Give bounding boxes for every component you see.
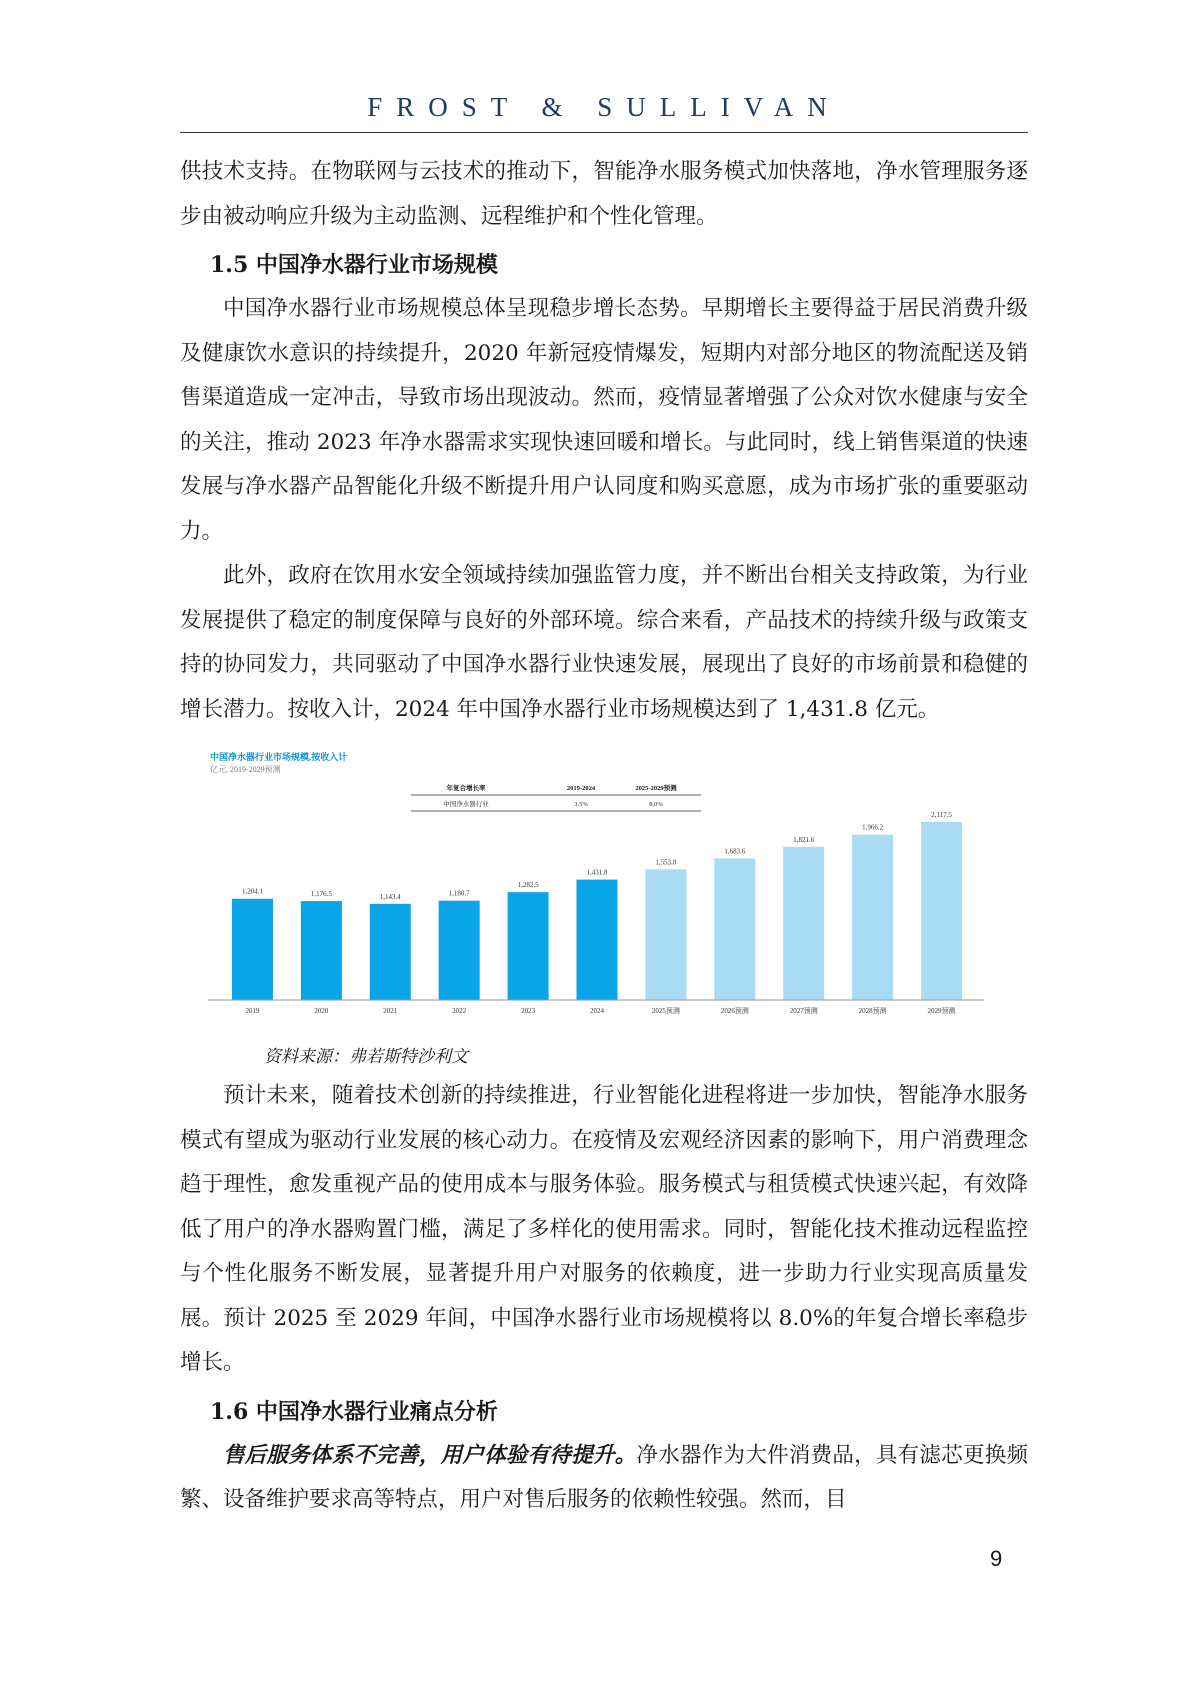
cagr-table-cell-0: 中国净水器行业 [443,801,489,808]
section-heading-1-6: 1.6 中国净水器行业痛点分析 [210,1398,498,1425]
paragraph-continued: 供技术支持。在物联网与云技术的推动下，智能净水服务模式加快落地，净水管理服务逐步由被动响应升级为主动监测、远程维护和个性化管理。 [180,159,1028,229]
market-size-chart [180,748,1028,1038]
x-tick-label-2028预测: 2028预测 [858,1007,887,1015]
paragraph-pain-points [180,1434,1028,1523]
page-header-brand: FROST & SULLIVAN [367,92,841,122]
bar-2021 [370,904,411,1000]
x-tick-label-2024: 2024 [590,1007,604,1015]
bar-2026预测 [714,858,755,1000]
x-tick-label-2021: 2021 [383,1007,398,1015]
section-heading-1-5: 1.5 中国净水器行业市场规模 [210,252,498,278]
data-label-2027预测: 1,821.6 [793,835,815,844]
bar-2025预测 [645,869,686,1000]
data-label-2022: 1,180.7 [448,889,470,898]
x-tick-label-2025预测: 2025预测 [651,1007,680,1015]
data-label-2023: 1,282.5 [517,881,539,890]
chart-svg [206,748,986,1038]
data-label-2026预测: 1,683.6 [724,847,746,856]
pain-point-text: 净水器作为大件消费品，具有滤芯更换频繁、设备维护要求高等特点，用户对售后服务的依赖性较强。然而，目 [180,1442,1028,1512]
cagr-table-header-2: 2025-2029预测 [635,785,677,792]
x-tick-label-2022: 2022 [452,1007,467,1015]
paragraph-policy: 此外，政府在饮用水安全领域持续加强监管力度，并不断出台相关支持政策，为行业发展提供了稳定的制度保障与良好的外部环境。综合来看，产品技术的持续升级与政策支持的协同发力，共同驱动了中国净水器行业快速发展，展现出了良好的市场前景和稳健的增长潜力。按收入计，2024 年中国净水器行业市场规模达到了 1,431.8 亿元。 [180,563,1028,722]
x-tick-label-2020: 2020 [314,1007,329,1015]
x-tick-label-2029预测: 2029预测 [927,1007,956,1015]
chart-title: 中国净水器行业市场规模,按收入计 [210,752,348,762]
page-content [180,150,1028,1523]
bar-2019 [232,899,273,1000]
bar-2024 [577,880,618,1000]
bar-2027预测 [783,847,824,1000]
x-tick-label-2027预测: 2027预测 [789,1007,818,1015]
data-label-2024: 1,431.8 [586,868,608,877]
x-tick-label-2023: 2023 [521,1007,536,1015]
pain-point-lead: 售后服务体系不完善，用户体验有待提升。 [223,1442,637,1468]
chart-source: 资料来源：弗若斯特沙利文 [264,1047,468,1067]
data-label-2025预测: 1,553.8 [655,858,677,867]
cagr-table [411,783,701,811]
bar-2020 [301,901,342,1000]
cagr-table-header-0: 年复合增长率 [446,785,486,792]
bar-2029预测 [921,822,962,1000]
paragraph-market-size: 中国净水器行业市场规模总体呈现稳步增长态势。早期增长主要得益于居民消费升级及健康饮水意识的持续提升，2020 年新冠疫情爆发，短期内对部分地区的物流配送及销售渠道造成一定冲击，导致市场出现波动。然而，疫情显著增强了公众对饮水健康与安全的关注，推动 2023 年净水器需求实现快速回暖和增长。与此同时，线上销售渠道的快速发展与净水器产品智能化升级不断提升用户认同度和购买意愿，成为市场扩张的重要驱动力。 [180,296,1028,544]
x-tick-label-2026预测: 2026预测 [720,1007,749,1015]
x-tick-label-2019: 2019 [245,1007,260,1015]
cagr-table-cell-1: 3.5% [574,801,588,808]
cagr-table-cell-2: 8.0% [649,801,663,808]
cagr-table-header-1: 2019-2024 [566,785,596,792]
chart-subtitle: 亿元, 2019-2029预测 [210,765,281,774]
data-label-2021: 1,143.4 [379,892,401,901]
bar-2028预测 [852,835,893,1000]
page-number: 9 [990,1546,1003,1571]
chart-bars [232,811,962,1015]
header-divider [180,132,1028,133]
data-label-2029预测: 2,117.5 [931,810,952,819]
bar-2023 [508,892,549,1000]
bar-2022 [439,901,480,1000]
paragraph-outlook: 预计未来，随着技术创新的持续推进，行业智能化进程将进一步加快，智能净水服务模式有望成为驱动行业发展的核心动力。在疫情及宏观经济因素的影响下，用户消费理念趋于理性，愈发重视产品的使用成本与服务体验。服务模式与租赁模式快速兴起，有效降低了用户的净水器购置门槛，满足了多样化的使用需求。同时，智能化技术推动远程监控与个性化服务不断发展，显著提升用户对服务的依赖度，进一步助力行业实现高质量发展。预计 2025 至 2029 年间，中国净水器行业市场规模将以 8.0%的年复合增长率稳步增长。 [180,1083,1028,1375]
data-label-2028预测: 1,966.2 [862,823,884,832]
data-label-2019: 1,204.1 [241,887,263,896]
data-label-2020: 1,176.5 [310,890,332,899]
